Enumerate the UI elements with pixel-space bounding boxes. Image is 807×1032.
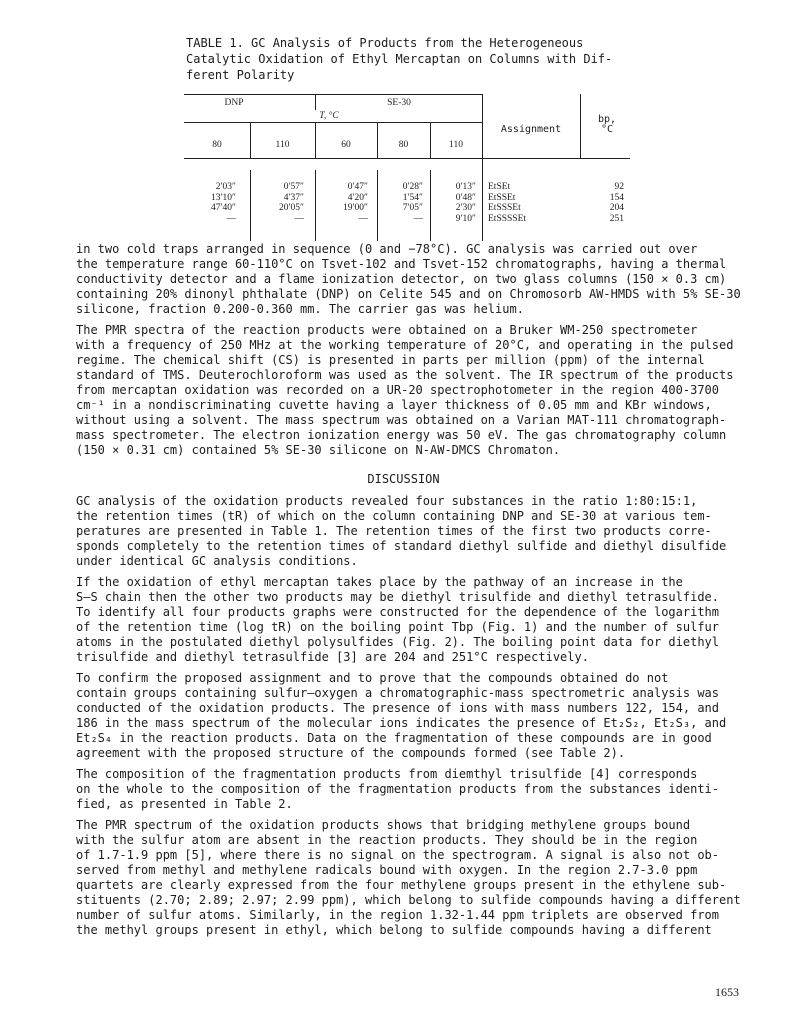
paragraph-fragmentation: The composition of the fragmentation products from diemthyl trisulfide [4] corresponds on the whole to the composition of the fragmentation products from the substances identi- fied, as presented in Table 2. — [76, 767, 719, 811]
paragraph-pmr-spectrum: The PMR spectrum of the oxidation products shows that bridging methylene groups bound with the sulfur atom are absent in the reaction products. They should be in the region of 1.7-1.9 ppm [5], where there is no signal on the spectrogram. A signal is also not ob- served from methyl and methylene radicals bound with oxygen. In the region 2.7-3.0 ppm quartets are clearly expressed from the four methylene groups present in the ethylene sub- stituents (2.70; 2.89; 2.97; 2.99 ppm), which belong to sulfide compounds having a different number of sulfur atoms. Similarly, in the region 1.32-1.44 ppm triplets are observed from the methyl groups present in ethyl, which belong to sulfide compounds having a different — [76, 818, 741, 937]
table-top-rule — [184, 94, 482, 95]
gc-analysis-table — [184, 94, 630, 241]
temp-110-se30: 110 — [449, 140, 463, 150]
retention-dnp-80: 2′03″ 13′10″ 47′40″ — — [210, 182, 236, 224]
temp-rule — [184, 122, 482, 123]
bp-divider — [580, 94, 581, 158]
paragraph-gc-conditions: in two cold traps arranged in sequence (0 and −78°C). GC analysis was carried out over the temperature range 60-110°C on Tsvet-102 and Tsvet-152 chromatographs, having a thermal conductivity detector and a flame ionization detector, on two glass columns (150 × 0.3 cm) containing 20% dinonyl phthalate (DNP) on Celite 545 and on Chromosorb AW-HMDS with 5% SE-30 silicone, fraction 0.200-0.360 mm. The carrier gas was helium. — [76, 242, 741, 316]
paragraph-polysulfides: If the oxidation of ethyl mercaptan takes place by the pathway of an increase in the S–S chain then the other two products may be diethyl trisulfide and diethyl tetrasulfide. To identify all four products graphs were constructed for the dependence of the logarithm of the retention time (log tR) on the boiling point Tbp (Fig. 1) and the number of sulfur atoms in the postulated diethyl polysulfides (Fig. 2). The boiling point data for diethyl trisulfide and diethyl tetrasulfide [3] are 204 and 251°C respectively. — [76, 575, 719, 664]
paragraph-pmr-ir-ms: The PMR spectra of the reaction products were obtained on a Bruker WM-250 spectrometer with a frequency of 250 MHz at the working temperature of 20°C, and operating in the pulsed regime. The chemical shift (CS) is presented in parts per million (ppm) of the internal standard of TMS. Deuterochloroform was used as the solvent. The IR spectrum of the products from mercaptan oxidation was recorded on a UR-20 spectrophotometer in the region 400-3700 cm⁻¹ in a nondiscriminating cuvette having a layer thickness of 0.05 mm and KBr windows, without using a solvent. The mass spectrum was obtained on a Varian MAT-111 chromatograph- mass spectrometer. The electron ionization energy was 50 eV. The gas chromatography column (150 × 0.31 cm) contained 5% SE-30 silicone on N-AW-DMCS Chromaton. — [76, 323, 734, 457]
assignment-column: EtSEt EtSSEt EtSSSEt EtSSSSEt — [488, 182, 527, 224]
bp-header: bp, °C — [597, 114, 617, 135]
temperature-label: T, °C — [319, 111, 339, 121]
assignment-divider — [482, 94, 483, 241]
retention-se30-60: 0′47″ 4′20″ 19′00″ — — [342, 182, 368, 224]
assignment-header: Assignment — [500, 124, 562, 135]
header-bottom-rule — [184, 158, 630, 159]
methods-text — [76, 242, 762, 458]
se30-header: SE-30 — [387, 98, 411, 108]
temp-110-dnp: 110 — [275, 140, 290, 150]
dnp-header: DNP — [224, 98, 244, 108]
paragraph-gc-analysis: GC analysis of the oxidation products revealed four substances in the ratio 1:80:15:1, the retention times (tR) of which on the column containing DNP and SE-30 at various tem- peratures are presented in Table 1. The retention times of the first two products corre- sponds completely to the retention times of standard diethyl sulfide and diethyl disulfide under identical GC analysis conditions. — [76, 494, 727, 568]
temp-80-se30: 80 — [398, 140, 409, 150]
retention-se30-110: 0′13″ 0′48″ 2′30″ 9′10″ — [455, 182, 476, 224]
discussion-heading: DISCUSSION — [367, 472, 440, 486]
page-number: 1653 — [715, 985, 739, 999]
discussion-text — [76, 494, 762, 938]
paragraph-mass-spectrometry: To confirm the proposed assignment and to prove that the compounds obtained do not contain groups containing sulfur–oxygen a chromatographic-mass spectrometric analysis was conducted of the oxidation products. The presence of ions with mass numbers 122, 154, and 186 in the mass spectrum of the molecular ions indicates the presence of Et₂S₂, Et₂S₃, and Et₂S₄ in the reaction products. Data on the fragmentation of these compounds are in good agreement with the proposed structure of the compounds formed (see Table 2). — [76, 671, 727, 760]
table-caption: TABLE 1. GC Analysis of Products from the Heterogeneous Catalytic Oxidation of Ethyl Mercaptan on Columns with Dif- ferent Polarity — [186, 36, 613, 82]
dnp-se30-divider — [315, 94, 316, 110]
temp-80-dnp: 80 — [212, 140, 222, 150]
retention-se30-80: 0′28″ 1′54″ 7′05″ — — [402, 182, 423, 224]
temp-60-se30: 60 — [341, 140, 351, 150]
bp-column: 92 154 204 251 — [609, 182, 624, 224]
retention-dnp-110: 0′57″ 4′37″ 20′05″ — — [278, 182, 304, 224]
